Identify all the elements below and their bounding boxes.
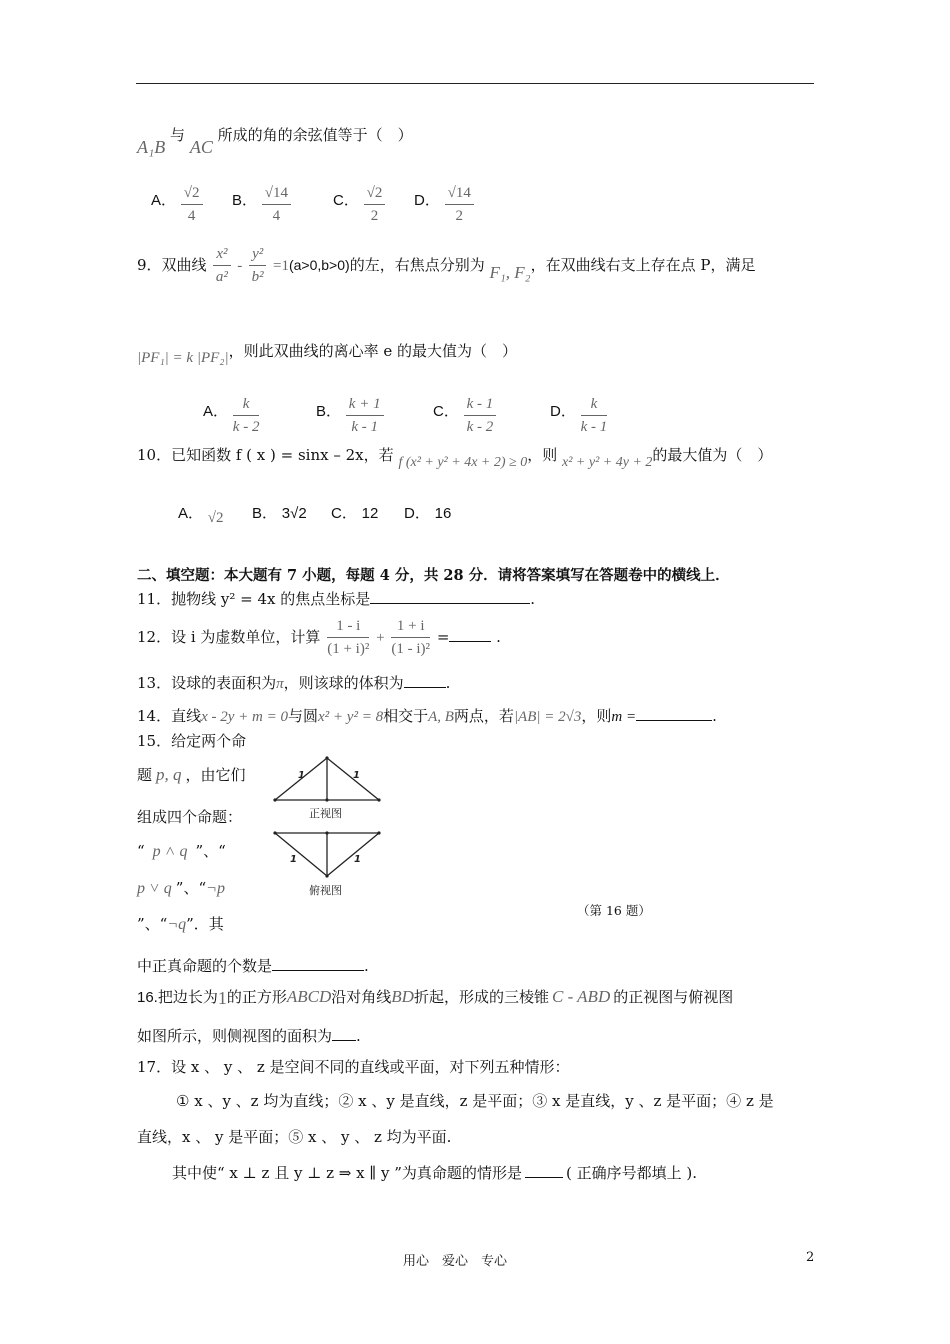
q16-answer-blank[interactable]: [332, 1026, 356, 1041]
top-view-label: 俯视图: [309, 884, 342, 897]
q10-option-b: B． 3√2: [252, 505, 307, 522]
q8-stem: A₁B 与 AC 所成的角的余弦值等于（ ）: [137, 126, 413, 157]
q16-line2: 如图所示，则侧视图的面积为 .: [137, 1027, 361, 1045]
q8-option-b: B． $\frac{√14}{4}$: [232, 185, 291, 225]
front-view: [275, 758, 379, 800]
q15-answer-blank[interactable]: [272, 956, 364, 971]
front-view-edge-label-right: 1: [353, 770, 360, 781]
q9-option-c: C． $\frac{k - 1}{k - 2}$: [433, 396, 496, 436]
footer-motto: 用心 爱心 专心: [403, 1254, 508, 1269]
q10-option-d: D． 16: [404, 505, 452, 522]
q16-line1: 16.把边长为1的正方形ABCD沿对角线BD折起，形成的三棱锥 C - ABD 的正视图与俯视图: [137, 987, 734, 1008]
header-rule: [136, 83, 814, 84]
q10-stem: 10．已知函数 f ( x ) = sinx – 2x，若 f (x² + y² + 4x + 2) ≥ 0，则 x² + y² + 4y + 2的最大值为（ ）: [137, 446, 773, 470]
page-number: 2: [806, 1250, 815, 1265]
q17-answer-blank[interactable]: [525, 1163, 563, 1178]
q10-option-c: C． 12: [331, 505, 379, 522]
three-view-figure: [262, 750, 392, 900]
q9-option-d: D． $\frac{k}{k - 1}$: [550, 396, 608, 435]
q17-line1: 17．设 x 、 y 、 z 是空间不同的直线或平面，对下列五种情形：: [137, 1058, 570, 1076]
q14: 14．直线x - 2y + m = 0与圆x² + y² = 8相交于A, B两点，若|AB| = 2√3，则m = .: [137, 707, 717, 725]
q15-line5: p ˅ q ”、“¬p: [137, 879, 225, 897]
q8-option-d: D． $\frac{√14}{2}$: [414, 185, 474, 225]
q15-line3: 组成四个命题：: [137, 808, 243, 826]
q15-line1: 15．给定两个命: [137, 732, 247, 750]
q9-option-a: A． $\frac{k}{k - 2}$: [203, 396, 260, 435]
q14-answer-blank[interactable]: [636, 706, 712, 721]
top-view-edge-label-right: 1: [354, 854, 361, 865]
q11: 11．抛物线 y² = 4x 的焦点坐标是 .: [137, 590, 536, 608]
q15-line4: “ p ˄ q ”、“: [137, 842, 226, 860]
top-view-edge-label-left: 1: [290, 854, 297, 865]
q9-stem-2: |PF₁| = k |PF₂|，则此双曲线的离心率 e 的最大值为（ ）: [137, 342, 518, 366]
q13: 13．设球的表面积为π，则该球的体积为 .: [137, 674, 451, 692]
q17-line3: 直线，x 、 y 是平面；⑤ x 、 y 、 z 均为平面.: [137, 1128, 452, 1146]
q13-answer-blank[interactable]: [404, 673, 446, 688]
q15-line6: ”、“¬q”．其: [137, 915, 224, 933]
q9-option-b: B． $\frac{k + 1}{k - 1}$: [316, 396, 384, 436]
q11-answer-blank[interactable]: [370, 589, 530, 604]
q9-stem: 9．双曲线 $\frac{\text{x²}}{\text{a²}}$ - $\frac{\text{y²}}{\text{b²}}$ =1(a>0,b>0)的左，右焦点分别为 F₁, F₂，在双曲线右支上存在点 P，满足: [137, 246, 756, 285]
section2-heading: 二、填空题：本大题有 7 小题，每题 4 分，共 28 分．请将答案填写在答题卷中的横线上．: [137, 567, 730, 584]
q10-option-a: A． √2: [178, 505, 224, 526]
q15-line7: 中正真命题的个数是 .: [137, 957, 369, 975]
q8-option-a: A． $\frac{√2}{4}$: [151, 185, 203, 225]
q8-option-c: C． $\frac{√2}{2}$: [333, 185, 385, 225]
q12: 12．设 i 为虚数单位，计算 $\frac{1 - i}{\text{(1 + i)²}}$ + $\frac{1 + i}{\text{(1 - i)²}}$ = .: [137, 618, 501, 657]
q17-line2: ① x 、y 、z 均为直线；② x 、y 是直线，z 是平面；③ x 是直线，y 、z 是平面；④ z 是: [176, 1092, 774, 1110]
q15-line2: 题 p, q ，由它们: [137, 765, 246, 784]
figure-caption: （第 16 题）: [577, 903, 651, 918]
q12-answer-blank[interactable]: [449, 627, 491, 642]
q17-line4: 其中使“ x ⊥ z 且 y ⊥ z ⇒ x ∥ y ”为真命题的情形是 ( 正确序号都填上 ).: [172, 1164, 697, 1182]
front-view-edge-label-left: 1: [298, 770, 305, 781]
front-view-label: 正视图: [309, 807, 342, 820]
